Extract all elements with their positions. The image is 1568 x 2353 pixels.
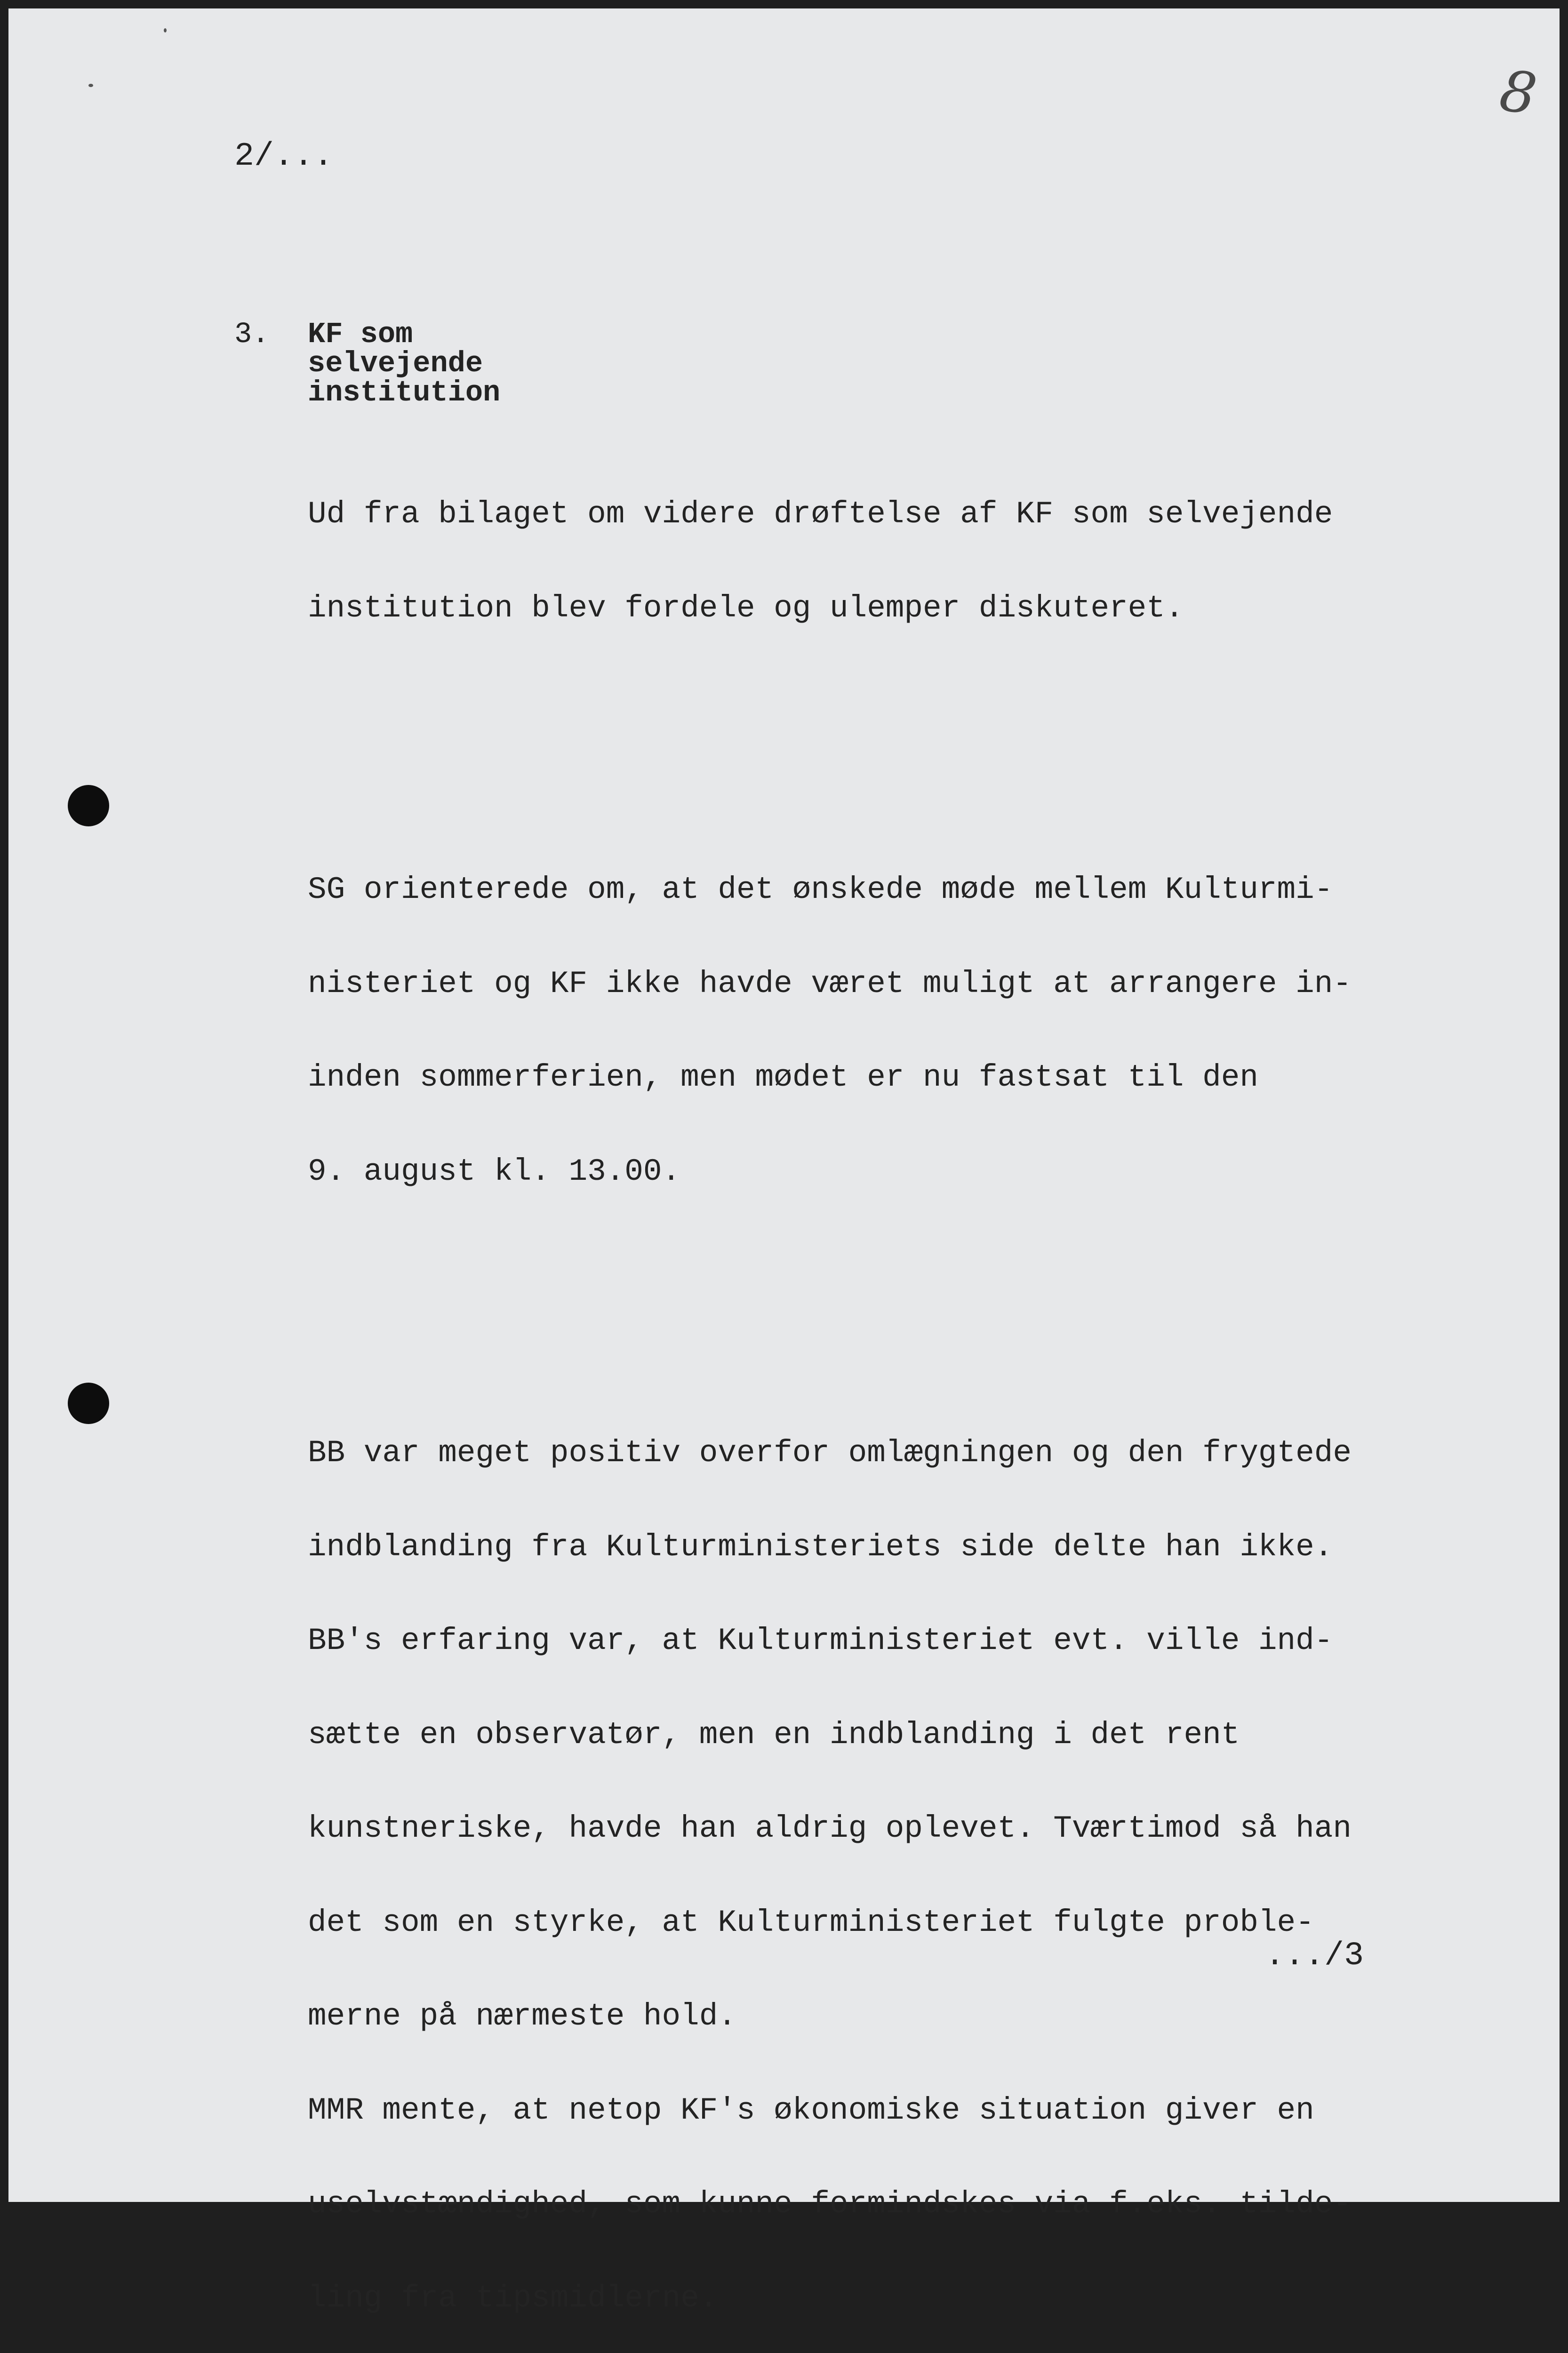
punch-hole-lower xyxy=(68,1383,109,1424)
text-line: inden sommerferien, men mødet er nu fastsat til den xyxy=(308,1060,1258,1095)
text-line: MMR mente, at netop KF's økonomiske situation giver en xyxy=(308,2092,1314,2128)
paragraph-intro xyxy=(308,436,1418,687)
paragraph-meeting-date xyxy=(308,812,1418,1250)
text-line: BB's erfaring var, at Kulturministeriet evt. ville ind- xyxy=(308,1623,1333,1658)
scan-speck xyxy=(164,28,167,32)
handwritten-folio-number: 8 xyxy=(1496,58,1541,128)
text-line: det som en styrke, at Kulturministeriet fulgte proble- xyxy=(308,1905,1314,1940)
text-line: BB var meget positiv overfor omlægningen og den frygtede xyxy=(308,1435,1352,1471)
text-line: SG orienterede om, at det ønskede møde mellem Kulturmi- xyxy=(308,872,1333,907)
text-line: merne på nærmeste hold. xyxy=(308,1999,736,2034)
scan-speck xyxy=(88,84,93,87)
text-line: sætte en observatør, men en indblanding i det rent xyxy=(308,1717,1240,1753)
text-line: ling fra tipsmidlerne. xyxy=(308,2280,718,2316)
text-line: uselvstændighed, som kunne formindskes via f.eks. tilde- xyxy=(308,2186,1352,2222)
text-line: nisteriet og KF ikke havde været muligt at arrangere in- xyxy=(308,966,1352,1001)
text-line: 9. august kl. 13.00. xyxy=(308,1153,681,1189)
text-line: kunstneriske, havde han aldrig oplevet. Tværtimod så han xyxy=(308,1811,1352,1846)
section-number: 3. xyxy=(234,318,270,351)
text-line: Ud fra bilaget om videre drøftelse af KF som selvejende xyxy=(308,496,1333,532)
punch-hole-upper xyxy=(68,785,109,826)
section-body xyxy=(308,374,1418,2353)
page-marker-top: 2/... xyxy=(234,138,334,175)
continuation-marker: .../3 xyxy=(1265,1937,1364,1975)
text-line: indblanding fra Kulturministeriets side delte han ikke. xyxy=(308,1529,1333,1565)
paragraph-discussion xyxy=(308,1375,1418,2353)
document-page xyxy=(8,8,1560,2316)
text-line: institution blev fordele og ulemper diskuteret. xyxy=(308,590,1184,626)
section-title: KF som selvejende institution xyxy=(308,318,501,409)
